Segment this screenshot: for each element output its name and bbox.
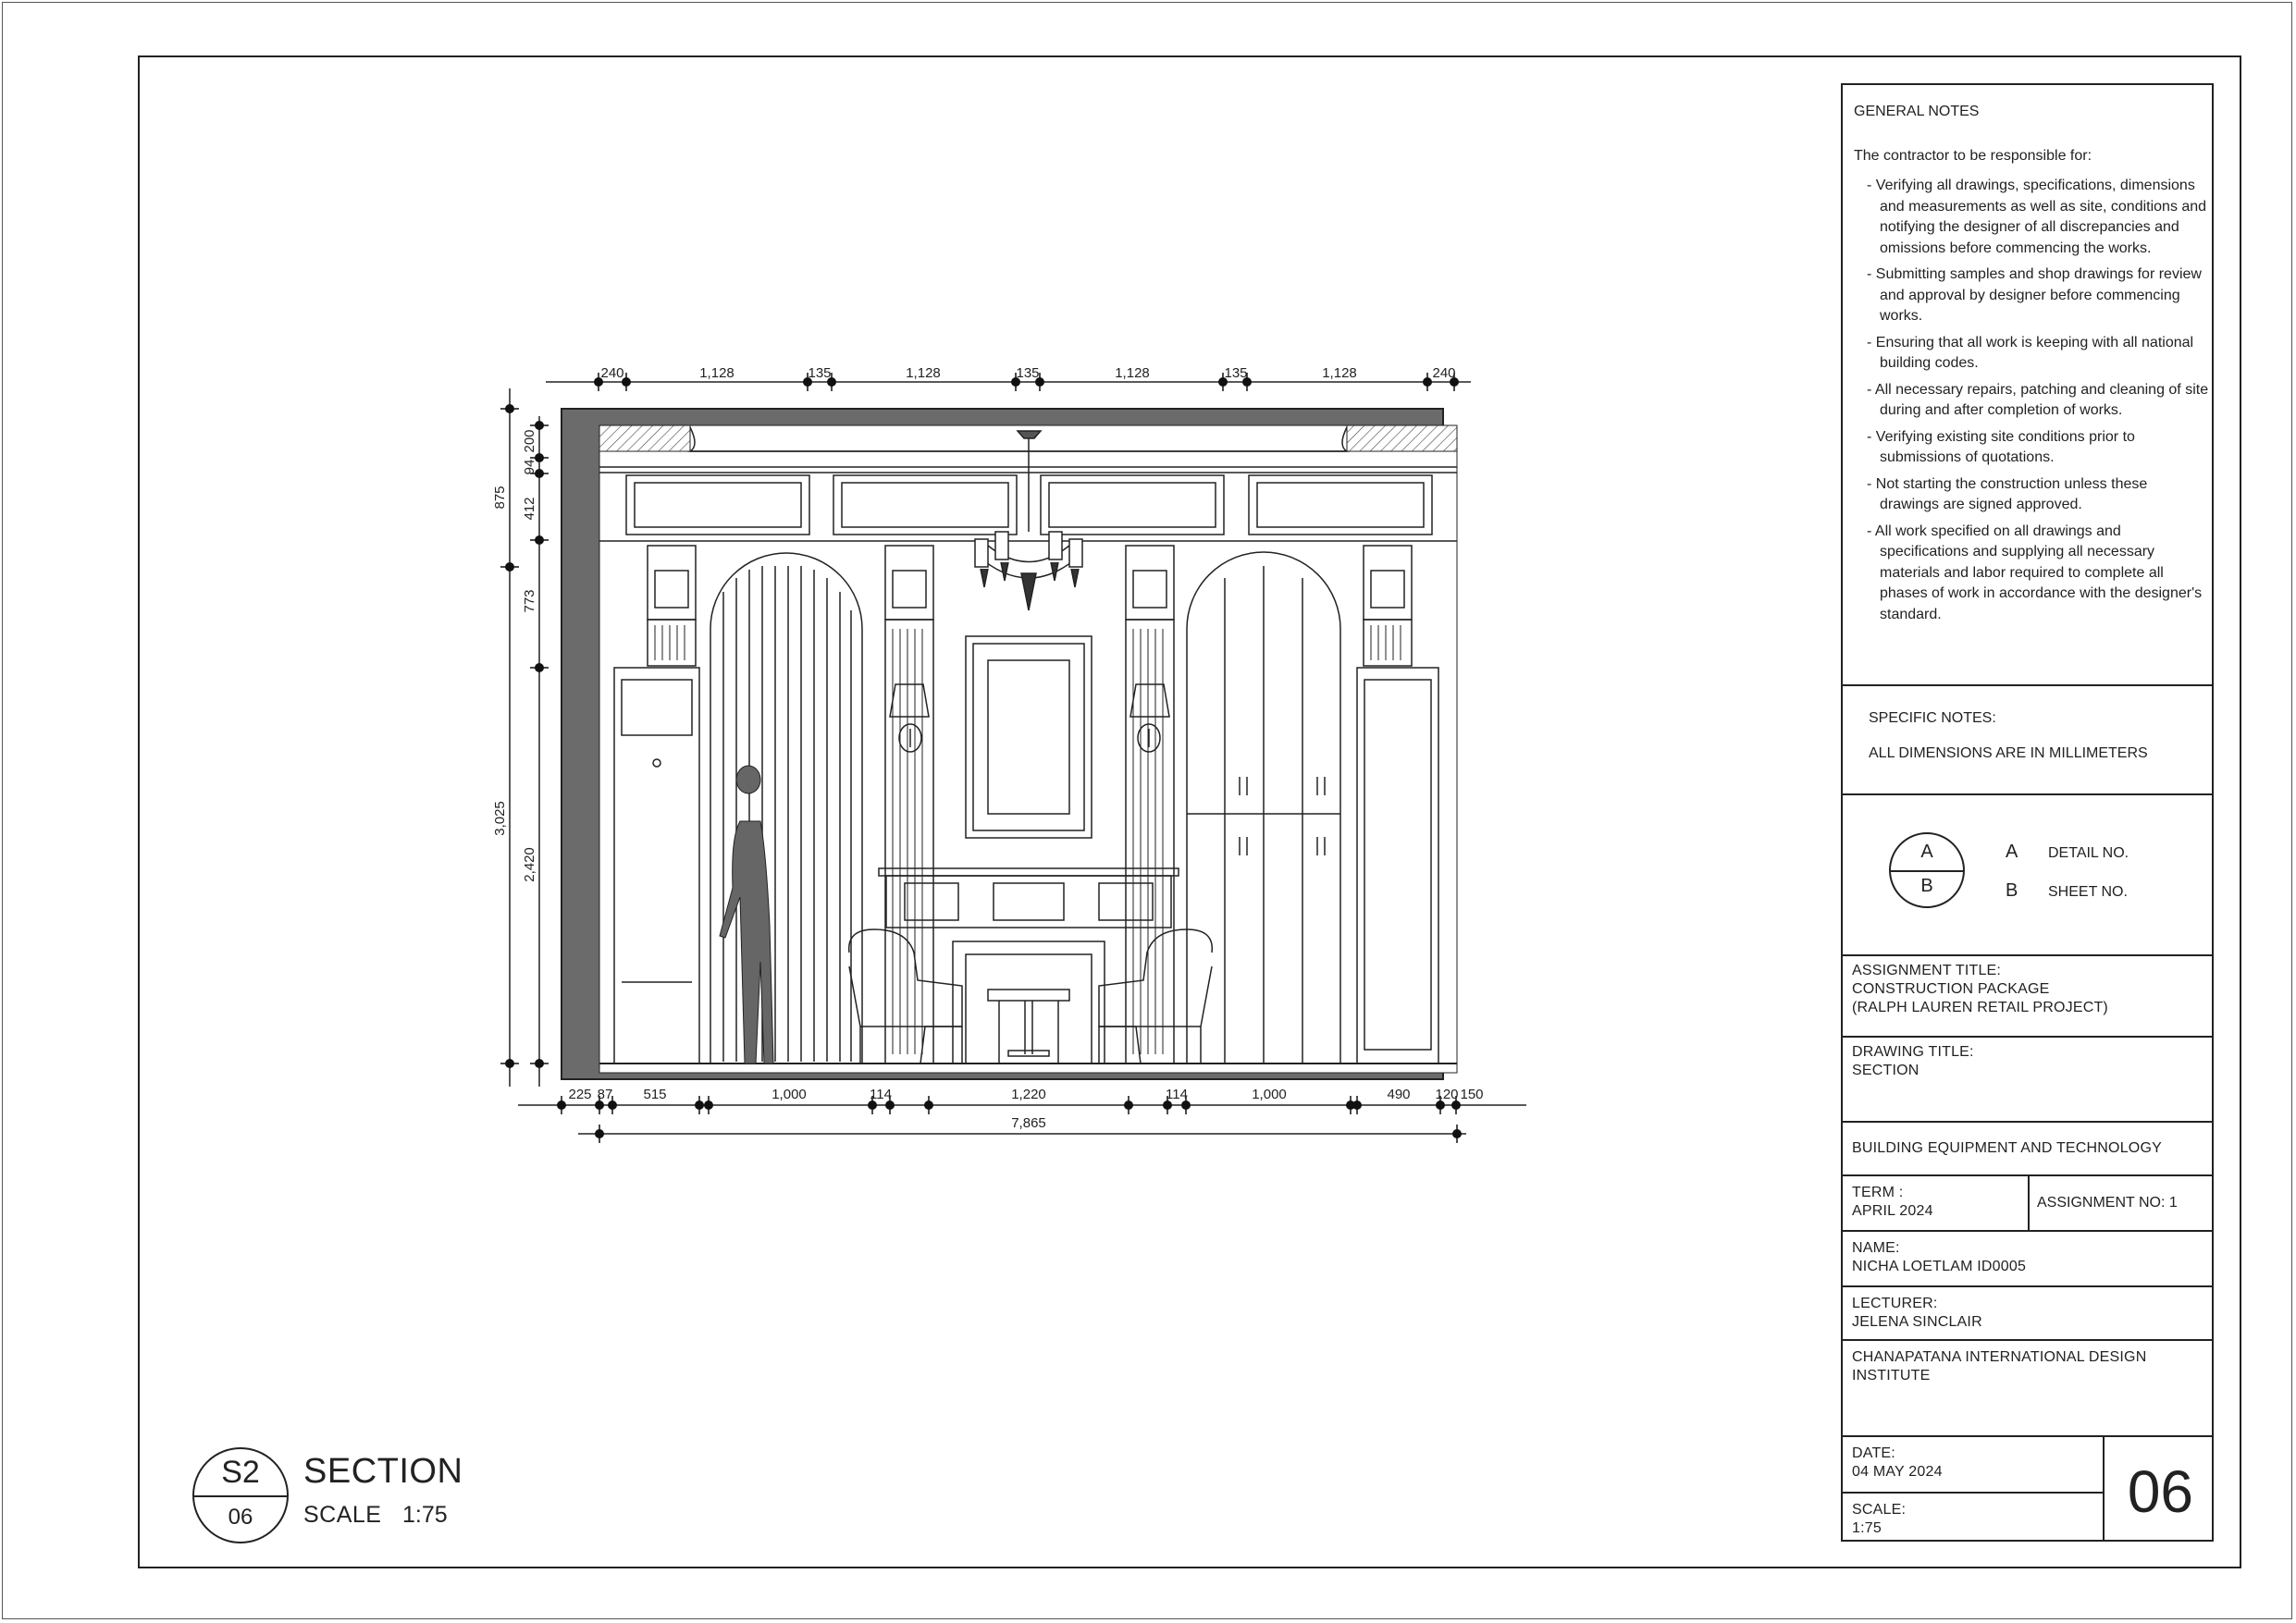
note-item: - Ensuring that all work is keeping with all national building codes. xyxy=(1867,334,2194,371)
note-item: - Not starting the construction unless these drawings are signed approved. xyxy=(1867,475,2148,512)
dim-left-inner: 412 xyxy=(522,497,537,521)
note-item: - Submitting samples and shop drawings for review and approval by designer before commencing works. xyxy=(1867,266,2202,324)
section-sheet: 06 xyxy=(228,1505,253,1530)
legend-panel xyxy=(1843,795,2212,956)
dim-left-inner: 2,420 xyxy=(522,847,537,882)
date-cell: DATE: 04 MAY 2024 xyxy=(1843,1437,2105,1494)
dim-bottom: 150 xyxy=(1460,1087,1484,1102)
dim-bottom: 1,220 xyxy=(1011,1087,1046,1102)
dim-top: 1,128 xyxy=(906,365,941,381)
specific-notes-body: ALL DIMENSIONS ARE IN MILLIMETERS xyxy=(1869,745,2148,761)
note-item: - Verifying existing site conditions prior to submissions of quotations. xyxy=(1867,428,2135,465)
dim-bottom: 1,000 xyxy=(1252,1087,1287,1102)
legend-sheet-label: SHEET NO. xyxy=(2048,884,2128,900)
legend-detail-label: DETAIL NO. xyxy=(2048,845,2129,861)
scale-cell: SCALE: 1:75 xyxy=(1843,1494,2105,1540)
section-scale-label: SCALE xyxy=(303,1502,382,1528)
specific-notes-panel xyxy=(1843,686,2212,795)
dim-left-outer: 875 xyxy=(492,486,508,510)
dim-bottom: 1,000 xyxy=(772,1087,807,1102)
assignment-title-cell: ASSIGNMENT TITLE: CONSTRUCTION PACKAGE (RALPH LAUREN RETAIL PROJECT) xyxy=(1843,956,2212,1038)
title-block xyxy=(1841,83,2214,1542)
left-dimension-lines xyxy=(510,388,539,1087)
dim-top: 1,128 xyxy=(1322,365,1357,381)
dim-left-outer: 3,025 xyxy=(492,801,508,836)
dim-left-inner: 200 xyxy=(522,429,537,453)
note-item: - All necessary repairs, patching and cleaning of site during and after completion of works. xyxy=(1867,381,2209,418)
legend-b: B xyxy=(2006,880,2018,901)
course-cell: BUILDING EQUIPMENT AND TECHNOLOGY xyxy=(1843,1123,2212,1176)
general-notes-list xyxy=(1854,176,2209,631)
bottom-dims xyxy=(568,1087,1483,1131)
room-shell xyxy=(562,409,1457,1079)
dim-top: 1,128 xyxy=(699,365,734,381)
dim-bottom: 87 xyxy=(597,1087,613,1102)
dim-bottom: 120 xyxy=(1435,1087,1459,1102)
legend-bubble: A B xyxy=(1889,832,1965,908)
dim-bottom: 515 xyxy=(643,1087,667,1102)
section-reference: S2 xyxy=(221,1455,260,1490)
dim-bottom: 225 xyxy=(568,1087,592,1102)
institute-cell: CHANAPATANA INTERNATIONAL DESIGN INSTITUTE xyxy=(1843,1341,2212,1437)
dim-bottom: 114 xyxy=(870,1087,892,1102)
sheet-number: 06 xyxy=(2127,1458,2193,1525)
dim-top: 135 xyxy=(808,365,832,381)
dim-overall-width: 7,865 xyxy=(1011,1115,1046,1131)
specific-notes-heading: SPECIFIC NOTES: xyxy=(1869,710,1996,726)
note-item: - Verifying all drawings, specifications, dimensions and measurements as well as site, conditions and notifying the designer of all discrepancies and omissions before commencing the works. xyxy=(1867,178,2207,256)
assignment-number: ASSIGNMENT NO: 1 xyxy=(2037,1195,2178,1211)
dim-top: 135 xyxy=(1224,365,1248,381)
dim-top: 135 xyxy=(1016,365,1040,381)
general-notes-panel xyxy=(1843,85,2212,686)
dim-left-inner: 773 xyxy=(522,589,537,613)
section-scale-value: 1:75 xyxy=(402,1502,448,1528)
legend-a: A xyxy=(2006,842,2018,862)
dim-top: 240 xyxy=(1432,365,1456,381)
section-reference-bubble xyxy=(192,1447,289,1543)
term-cell: TERM : APRIL 2024 ASSIGNMENT NO: 1 xyxy=(1843,1176,2212,1232)
lecturer-cell: LECTURER: JELENA SINCLAIR xyxy=(1843,1287,2212,1341)
drawing-title-cell: DRAWING TITLE: SECTION xyxy=(1843,1038,2212,1123)
dim-bottom: 114 xyxy=(1166,1087,1188,1102)
section-title: SECTION xyxy=(303,1452,463,1491)
dim-left-inner: 94 xyxy=(522,459,537,475)
note-item: - All work specified on all drawings and specifications and supplying all necessary materials and labor required to complete all phases of work in accordance with the designer's standard. xyxy=(1867,523,2203,622)
dim-top: 1,128 xyxy=(1115,365,1150,381)
left-dims xyxy=(492,429,537,881)
top-dims xyxy=(600,365,1455,381)
name-cell: NAME: NICHA LOETLAM ID0005 xyxy=(1843,1232,2212,1287)
dim-bottom: 490 xyxy=(1387,1087,1411,1102)
general-notes-intro: The contractor to be responsible for: xyxy=(1854,148,2092,164)
dim-top: 240 xyxy=(600,365,624,381)
general-notes-heading: GENERAL NOTES xyxy=(1854,104,1980,119)
sheet-number-cell xyxy=(2105,1437,2212,1540)
